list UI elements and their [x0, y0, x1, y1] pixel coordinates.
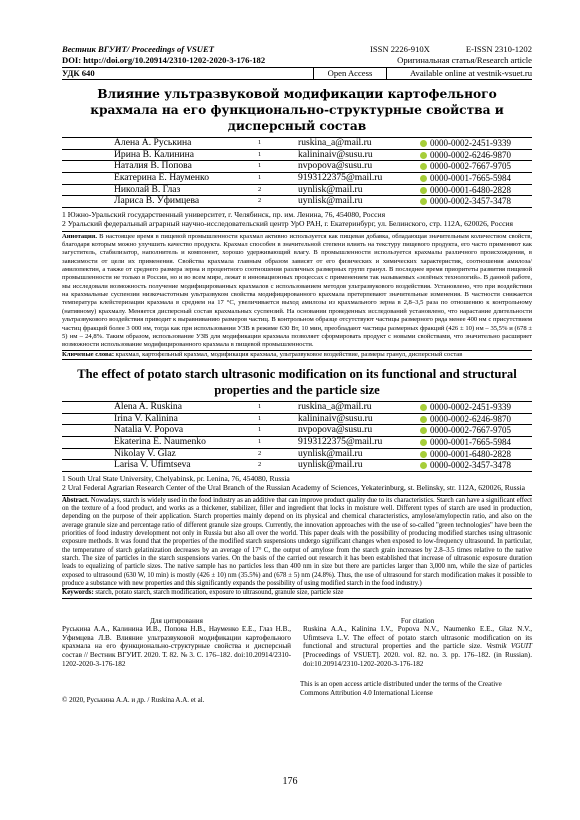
open-access: Open Access — [313, 68, 387, 79]
header-row-2 — [62, 55, 532, 66]
affiliation-1-ru: 1 Южно-Уральский государственный университет, г. Челябинск, пр. им. Ленина, 76, 454080, Россия — [62, 210, 386, 220]
keywords-text-ru: крахмал, картофельный крахмал, модификация крахмала, ультразвуковое воздействие, размеры гранул, дисперсный состав — [115, 350, 463, 358]
author-row — [62, 161, 532, 173]
keywords-label-ru: Ключевые слова: — [62, 350, 115, 358]
citation-en-part-2: [Proceedings of VSUET]. 2020. vol. 82. no. 3. pp. 176–182. (in Russian). doi:10.20914/2310-1202-2020-3-176-182 — [303, 651, 532, 668]
author-email[interactable]: uynlisk@mail.ru — [296, 196, 418, 208]
udk: УДК 640 — [62, 68, 95, 78]
citation-heading-ru: Для цитирования — [150, 616, 203, 625]
orcid-id[interactable]: 0000-0002-2451-9339 — [430, 138, 511, 148]
affiliation-2-en: 2 Ural Federal Agrarian Research Center of the Ural Branch of the Russian Academy of Sciences, Yekaterinburg, st. Belinsky, str. 112A, 620026, Russia — [62, 483, 526, 493]
orcid-id[interactable]: 0000-0002-6246-9870 — [430, 149, 511, 160]
author-row — [62, 460, 532, 472]
citation-en — [297, 617, 532, 669]
author-email[interactable]: nvpopova@susu.ru — [296, 161, 418, 173]
affiliation-mark: 1 — [256, 425, 296, 437]
orcid-id[interactable]: 0000-0002-2451-9339 — [430, 401, 511, 412]
author-name: Irina V. Kalinina — [62, 413, 256, 425]
affiliation-mark: 1 — [256, 138, 296, 150]
orcid-icon — [420, 462, 427, 469]
author-orcid[interactable] — [418, 196, 532, 208]
available-online[interactable]: Available online at vestnik-vsuet.ru — [409, 68, 532, 78]
author-row — [62, 196, 532, 208]
title-ru: Влияние ультразвуковой модификации картофельного крахмала на его функционально-структурные свойства и дисперсный состав — [90, 87, 504, 133]
orcid-id[interactable]: 0000-0002-7667-9705 — [430, 425, 511, 436]
orcid-icon — [420, 187, 427, 194]
keywords-en — [62, 588, 532, 598]
citation-en-journal: Vestnik VGUIT — [486, 642, 532, 651]
author-name: Алена А. Руськина — [62, 138, 256, 150]
author-orcid[interactable] — [418, 173, 532, 185]
author-email[interactable]: kalininaiv@susu.ru — [296, 149, 418, 161]
author-orcid[interactable] — [418, 184, 532, 196]
authors-table-ru — [62, 137, 532, 208]
abstract-ru — [62, 231, 532, 350]
orcid-id[interactable]: 0000-0001-7665-5984 — [430, 173, 511, 184]
author-row — [62, 138, 532, 150]
citation-text-ru: Руськина А.А., Калинина И.В., Попова Н.В., Науменко Е.Е., Глаз Н.В., Уфимцева Л.В. Влияние ультразвуковой модификации картофельного крахмала на его функционально-структурные свойства и дисперсный состав // Вестник ВГУИТ. 2020. Т. 82. № 3. С. 176–182. doi:10.20914/2310-1202-2020-3-176-182 — [62, 625, 291, 668]
citation-heading-en: For citation — [400, 616, 435, 625]
author-name: Ekaterina E. Naumenko — [62, 436, 256, 448]
affiliations-ru — [62, 210, 532, 229]
affiliation-mark: 1 — [256, 149, 296, 161]
keywords-label-en: Keywords: — [62, 589, 94, 597]
header-row-3 — [62, 67, 532, 80]
citation-block — [62, 617, 532, 669]
orcid-icon — [420, 163, 427, 170]
abstract-label-en: Abstract. — [62, 496, 89, 504]
affiliation-2-ru: 2 Уральский федеральный аграрный научно-исследовательский центр УрО РАН, г. Екатеринбург, ул. Белинского, стр. 112А, 620026, Россия — [62, 219, 513, 229]
author-row — [62, 173, 532, 185]
doi: DOI: http://doi.org/10.20914/2310-1202-2020-3-176-182 — [62, 55, 266, 65]
author-orcid[interactable] — [418, 436, 532, 448]
citation-ru — [62, 617, 297, 669]
author-name: Лариса В. Уфимцева — [62, 196, 256, 208]
author-name: Alena A. Ruskina — [62, 401, 256, 413]
authors-table-en — [62, 401, 532, 472]
orcid-icon — [420, 175, 427, 182]
author-row — [62, 184, 532, 196]
affiliation-1-en: 1 South Ural State University, Chelyabinsk, pr. Lenina, 76, 454080, Russia — [62, 473, 290, 483]
affiliation-mark: 1 — [256, 413, 296, 425]
author-email[interactable]: kalininaiv@susu.ru — [296, 413, 418, 425]
author-name: Ирина В. Калинина — [62, 149, 256, 161]
author-email[interactable]: 9193122375@mail.ru — [296, 173, 418, 185]
author-row — [62, 413, 532, 425]
affiliation-mark: 1 — [256, 401, 296, 413]
orcid-id[interactable]: 0000-0001-7665-5984 — [430, 436, 511, 447]
affiliation-mark: 1 — [256, 436, 296, 448]
author-row — [62, 436, 532, 448]
journal-name: Вестник ВГУИТ/ Proceedings of VSUET — [62, 44, 214, 54]
author-name: Natalia V. Popova — [62, 425, 256, 437]
orcid-id[interactable]: 0000-0002-3457-3478 — [430, 196, 511, 207]
eissn: E-ISSN 2310-1202 — [465, 44, 532, 54]
orcid-icon — [420, 439, 427, 446]
author-orcid[interactable] — [418, 401, 532, 413]
author-email[interactable]: ruskina_a@mail.ru — [296, 138, 418, 150]
citation-text-en — [303, 625, 532, 668]
author-email[interactable]: uynlisk@mail.ru — [296, 448, 418, 460]
license: This is an open access article distributed under the terms of the Creative Commons Attribution 4.0 International License — [300, 680, 502, 697]
author-email[interactable]: nvpopova@susu.ru — [296, 425, 418, 437]
author-name: Наталия В. Попова — [62, 161, 256, 173]
affiliation-mark: 1 — [256, 161, 296, 173]
orcid-icon — [420, 427, 427, 434]
author-name: Larisa V. Ufimtseva — [62, 460, 256, 472]
author-orcid[interactable] — [418, 425, 532, 437]
footer — [62, 680, 532, 704]
abstract-en — [62, 495, 532, 589]
author-email[interactable]: 9193122375@mail.ru — [296, 436, 418, 448]
orcid-id[interactable]: 0000-0002-6246-9870 — [430, 413, 511, 424]
orcid-id[interactable]: 0000-0001-6480-2828 — [430, 184, 511, 195]
abstract-label-ru: Аннотация. — [62, 232, 98, 240]
author-email[interactable]: uynlisk@mail.ru — [296, 460, 418, 472]
keywords-text-en: starch, potato starch, starch modification, exposure to ultrasound, granule size, particle size — [95, 589, 344, 597]
article-type: Оригинальная статья/Research article — [397, 55, 532, 65]
author-orcid[interactable] — [418, 161, 532, 173]
abstract-text-en: Nowadays, starch is widely used in the food industry as an additive that can improve product quality due to its characteristics. Starch can have a significant effect on the texture of a food product, and works as a thickener, stabilizer, filler and ingredient that locks in moisture well. Different types of starch are used in production, depending on the purpose of their application. Starch properties mainly depend on its physical and chemical characteristics, amylose/amylopectin ratio, and also on the average granule size and percentage ratio of different granule size groups. Currently, the innovation approaches with the use of so-called "green technologies" have been the priorities of food industry development not only in Russia but also all over the world. This paper deals with the possibility of producing modified starches using ultrasonic exposure methods. It was found that the properties of the modified starch suspensions undergo significant changes when exposed to low-frequency ultrasound. In particular, the temperature of starch gelatinization decreases by an average of 17° C, the output of amylose from the starch grain increases by 2.8–3.5 times relative to the native starch. The size of particles in the starch suspensions varies. On the basis of the carried out research it has been established that increase of ultrasonic exposure duration leads to equalizing of particle sizes. The native sample has no particles less than 400 nm in size but there are particles larger than 3,000 nm, while the size of particles exposed to ultrasound (630 W, 10 min) is mostly (426 ± 10) nm (35.5%) and (678 ± 5) nm (24.8%). Thus, the use of ultrasound for starch modification makes it possible to produce a substance with new properties and this significantly expands the possibility of using modified starch in the food industry.) — [62, 496, 532, 587]
affiliation-mark: 1 — [256, 173, 296, 185]
author-row — [62, 425, 532, 437]
orcid-id[interactable]: 0000-0001-6480-2828 — [430, 448, 511, 459]
author-row — [62, 401, 532, 413]
author-email[interactable]: uynlisk@mail.ru — [296, 184, 418, 196]
citation-en-part-1: Ruskina A.A., Kalinina I.V., Popova N.V., Naumenko E.E., Glaz N.V., Ufimtseva L.V. The effect of potato starch ultrasonic modification on its functional and structural properties and the particle size. — [303, 625, 532, 651]
header-row-1 — [62, 44, 532, 55]
affiliation-mark: 2 — [256, 460, 296, 472]
author-orcid[interactable] — [418, 460, 532, 472]
orcid-icon — [420, 140, 427, 147]
issn: ISSN 2226-910X — [369, 44, 430, 54]
orcid-icon — [420, 198, 427, 205]
affiliation-mark: 2 — [256, 184, 296, 196]
author-name: Екатерина Е. Науменко — [62, 173, 256, 185]
title-en: The effect of potato starch ultrasonic modification on its functional and structural properties and the particle size — [77, 366, 517, 397]
affiliation-mark: 2 — [256, 448, 296, 460]
author-orcid[interactable] — [418, 448, 532, 460]
author-orcid[interactable] — [418, 149, 532, 161]
author-orcid[interactable] — [418, 138, 532, 150]
author-name: Николай В. Глаз — [62, 184, 256, 196]
orcid-icon — [420, 404, 427, 411]
orcid-id[interactable]: 0000-0002-3457-3478 — [430, 460, 511, 471]
keywords-ru — [62, 350, 532, 360]
author-row — [62, 149, 532, 161]
abstract-text-ru: В настоящее время в пищевой промышленности крахмал активно используется как пищевая добавка, обладающая значительным количеством свойств, благодаря которым можно улучшить качество продукта. Крахмал способен в значительной степени влиять на текстуру пищевого продукта, его часто применяют как загуститель, стабилизатор, наполнитель и компонент, хорошо удерживающий влагу. В промышленности используется крахмалы различного происхождения, в зависимости от цели их применения. Свойства крахмала главным образом зависят от его физических и химических характеристик, соотношения амилоза/амилопектин, а также от среднего размера зерна и процентного соотношения различных размерных групп гранул. В последнее время приоритеты развития пищевой промышленности не только в России, но и во всем мире, лежат в инновационных процессах с применением так называемых «зелёных технологий». В данной работе, мы исследовали возможность получение модифицированных крахмалов с использованием методов ультразвукового воздействия. Установлено, что при воздействии на крахмальные суспензии низкочастотным ультразвуком свойства модифицированного крахмала претерпевают значительные изменения. В частности снижается температура клейстеризации крахмала в среднем на 17 °С, увеличивается выход амилозы из крахмального зерна в 2,8–3,5 раза по отношению к контрольному (нативному) крахмалу. Меняется дисперсный состав крахмальных суспензий. На основании проведенных исследований установлено, что нарастание длительности ультразвукового воздействия приводит к выравниванию размеров частиц. В контрольном образце отсутствуют частицы размерного ряда менее 400 нм с присутствием частиц фракций более 3 000 нм, тогда как при использовании УЗВ в режиме 630 Вт, 10 мин, преобладают частицы размерных фракций (426 ± 10) нм – 35,5% и (678 ± 5) нм – 24,8%. Таким образом, использование УЗВ для модификации крахмала позволяет сформировать продукт с новыми свойствами, что значительно расширяет возможности использование модифицированного крахмала в пищевой промышленности. — [62, 232, 532, 349]
orcid-id[interactable]: 0000-0002-7667-9705 — [430, 161, 511, 172]
author-orcid[interactable] — [418, 413, 532, 425]
affiliation-mark: 2 — [256, 196, 296, 208]
article-page — [62, 44, 532, 705]
author-email[interactable]: ruskina_a@mail.ru — [296, 401, 418, 413]
orcid-icon — [420, 416, 427, 423]
author-name: Nikolay V. Glaz — [62, 448, 256, 460]
orcid-icon — [420, 152, 427, 159]
orcid-icon — [420, 451, 427, 458]
page-number: 176 — [282, 776, 298, 787]
author-row — [62, 448, 532, 460]
copyright: © 2020, Руськина А.А. и др. / Ruskina A.A. et al. — [62, 696, 205, 705]
affiliations-en — [62, 474, 532, 493]
